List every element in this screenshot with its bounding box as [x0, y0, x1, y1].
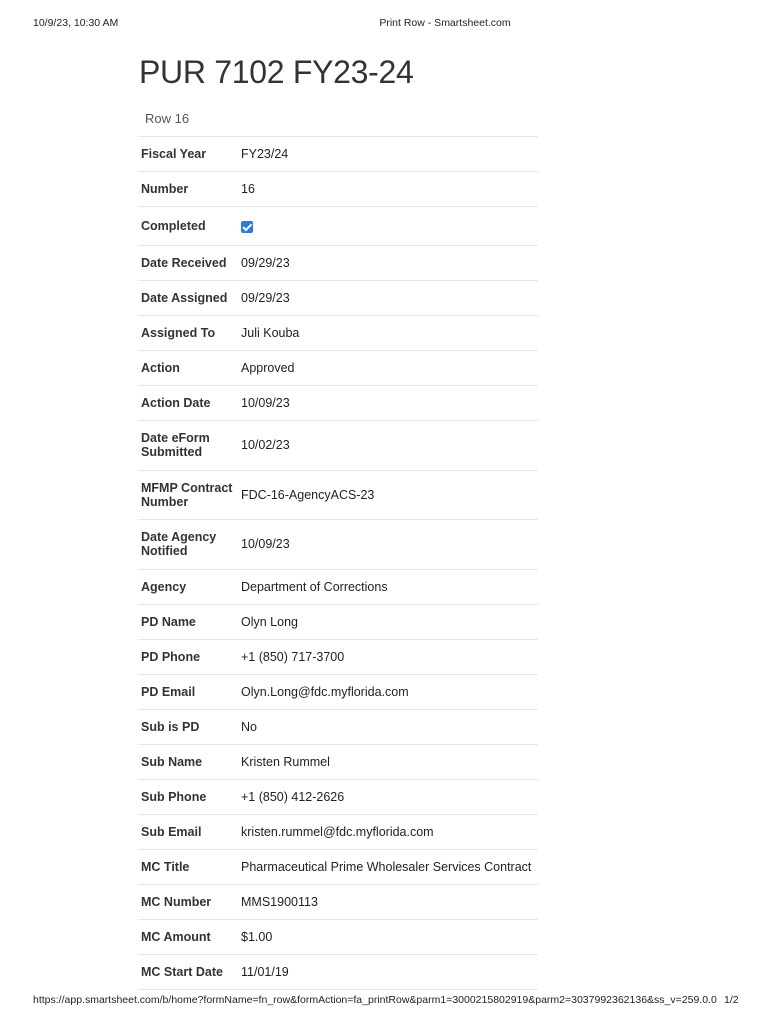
- field-value: 16: [241, 182, 255, 196]
- field-label: PD Name: [141, 614, 196, 629]
- field-row-fiscal-year: [138, 137, 538, 172]
- print-datetime: 10/9/23, 10:30 AM: [33, 17, 119, 29]
- row-fields-table: [138, 136, 538, 990]
- field-label: PD Phone: [141, 649, 201, 664]
- field-row-mc-start-date: [138, 955, 538, 990]
- field-row-mc-number: [138, 885, 538, 920]
- field-row-date-received: [138, 246, 538, 281]
- field-label: Completed: [141, 219, 206, 233]
- field-row-date-agency-notified: [138, 520, 538, 570]
- field-label: Action Date: [141, 396, 211, 410]
- field-value: Department of Corrections: [241, 579, 388, 594]
- field-label: Date Received: [141, 256, 227, 270]
- field-value: 09/29/23: [241, 256, 290, 270]
- field-row-date-assigned: [138, 281, 538, 316]
- field-value: Pharmaceutical Prime Wholesaler Services Contract: [241, 859, 532, 874]
- field-row-sub-name: [138, 745, 538, 780]
- field-value: 09/29/23: [241, 291, 290, 305]
- field-value: 10/09/23: [241, 396, 290, 410]
- field-value: MMS1900113: [241, 894, 318, 909]
- field-label: MFMP Contract Number: [141, 480, 233, 509]
- field-label: Date eForm Submitted: [141, 431, 210, 460]
- field-value: +1 (850) 412-2626: [241, 789, 345, 804]
- field-label: Sub Name: [141, 754, 203, 769]
- field-row-action-date: [138, 386, 538, 421]
- field-label: Number: [141, 182, 189, 196]
- field-label: Date Agency Notified: [141, 530, 217, 559]
- field-value: +1 (850) 717-3700: [241, 649, 345, 664]
- print-footer: [0, 994, 770, 1008]
- field-value: 10/09/23: [241, 537, 290, 552]
- field-label: PD Email: [141, 684, 196, 699]
- field-label: Assigned To: [141, 326, 216, 340]
- row-label: Row 16: [145, 111, 190, 126]
- field-label: Sub Phone: [141, 789, 207, 804]
- field-row-agency: [138, 570, 538, 605]
- field-row-assigned-to: [138, 316, 538, 351]
- field-row-sub-is-pd: [138, 710, 538, 745]
- completed-checkbox-checked-icon: [241, 221, 253, 233]
- field-label: Sub Email: [141, 824, 202, 839]
- field-row-number: [138, 172, 538, 207]
- field-row-mc-title: [138, 850, 538, 885]
- field-row-completed: [138, 207, 538, 246]
- field-value: Olyn Long: [241, 614, 298, 629]
- field-label: MC Start Date: [141, 964, 223, 979]
- field-label: Date Assigned: [141, 291, 228, 305]
- field-value: Juli Kouba: [241, 326, 300, 340]
- print-footer-url: https://app.smartsheet.com/b/home?formName=fn_row&formAction=fa_printRow&parm1=3000215802919&parm2=3037992362136&ss_v=259.0.0: [33, 994, 717, 1006]
- field-label: MC Number: [141, 894, 212, 909]
- field-value: 10/02/23: [241, 438, 290, 453]
- field-row-date-eform-submitted: [138, 421, 538, 471]
- sheet-title: PUR 7102 FY23-24: [139, 54, 414, 90]
- print-header: [0, 17, 770, 31]
- field-value: $1.00: [241, 929, 273, 944]
- field-row-pd-email: [138, 675, 538, 710]
- print-page-title: Print Row - Smartsheet.com: [379, 17, 511, 29]
- field-row-sub-email: [138, 815, 538, 850]
- field-label: Agency: [141, 579, 187, 594]
- field-value: Approved: [241, 361, 295, 375]
- field-value: kristen.rummel@fdc.myflorida.com: [241, 824, 434, 839]
- field-value: 11/01/19: [241, 964, 289, 979]
- field-value: Olyn.Long@fdc.myflorida.com: [241, 684, 409, 699]
- field-label: MC Amount: [141, 929, 211, 944]
- field-value: FY23/24: [241, 147, 289, 161]
- page-number: 1/2: [724, 994, 739, 1006]
- field-label: Action: [141, 361, 180, 375]
- field-row-action: [138, 351, 538, 386]
- field-value: No: [241, 719, 257, 734]
- field-label: Fiscal Year: [141, 147, 207, 161]
- field-row-mc-amount: [138, 920, 538, 955]
- field-row-pd-phone: [138, 640, 538, 675]
- field-row-pd-name: [138, 605, 538, 640]
- field-row-sub-phone: [138, 780, 538, 815]
- field-label: MC Title: [141, 859, 190, 874]
- field-row-mfmp-contract-number: [138, 471, 538, 521]
- field-value: FDC-16-AgencyACS-23: [241, 487, 375, 502]
- field-value: Kristen Rummel: [241, 754, 330, 769]
- field-label: Sub is PD: [141, 719, 200, 734]
